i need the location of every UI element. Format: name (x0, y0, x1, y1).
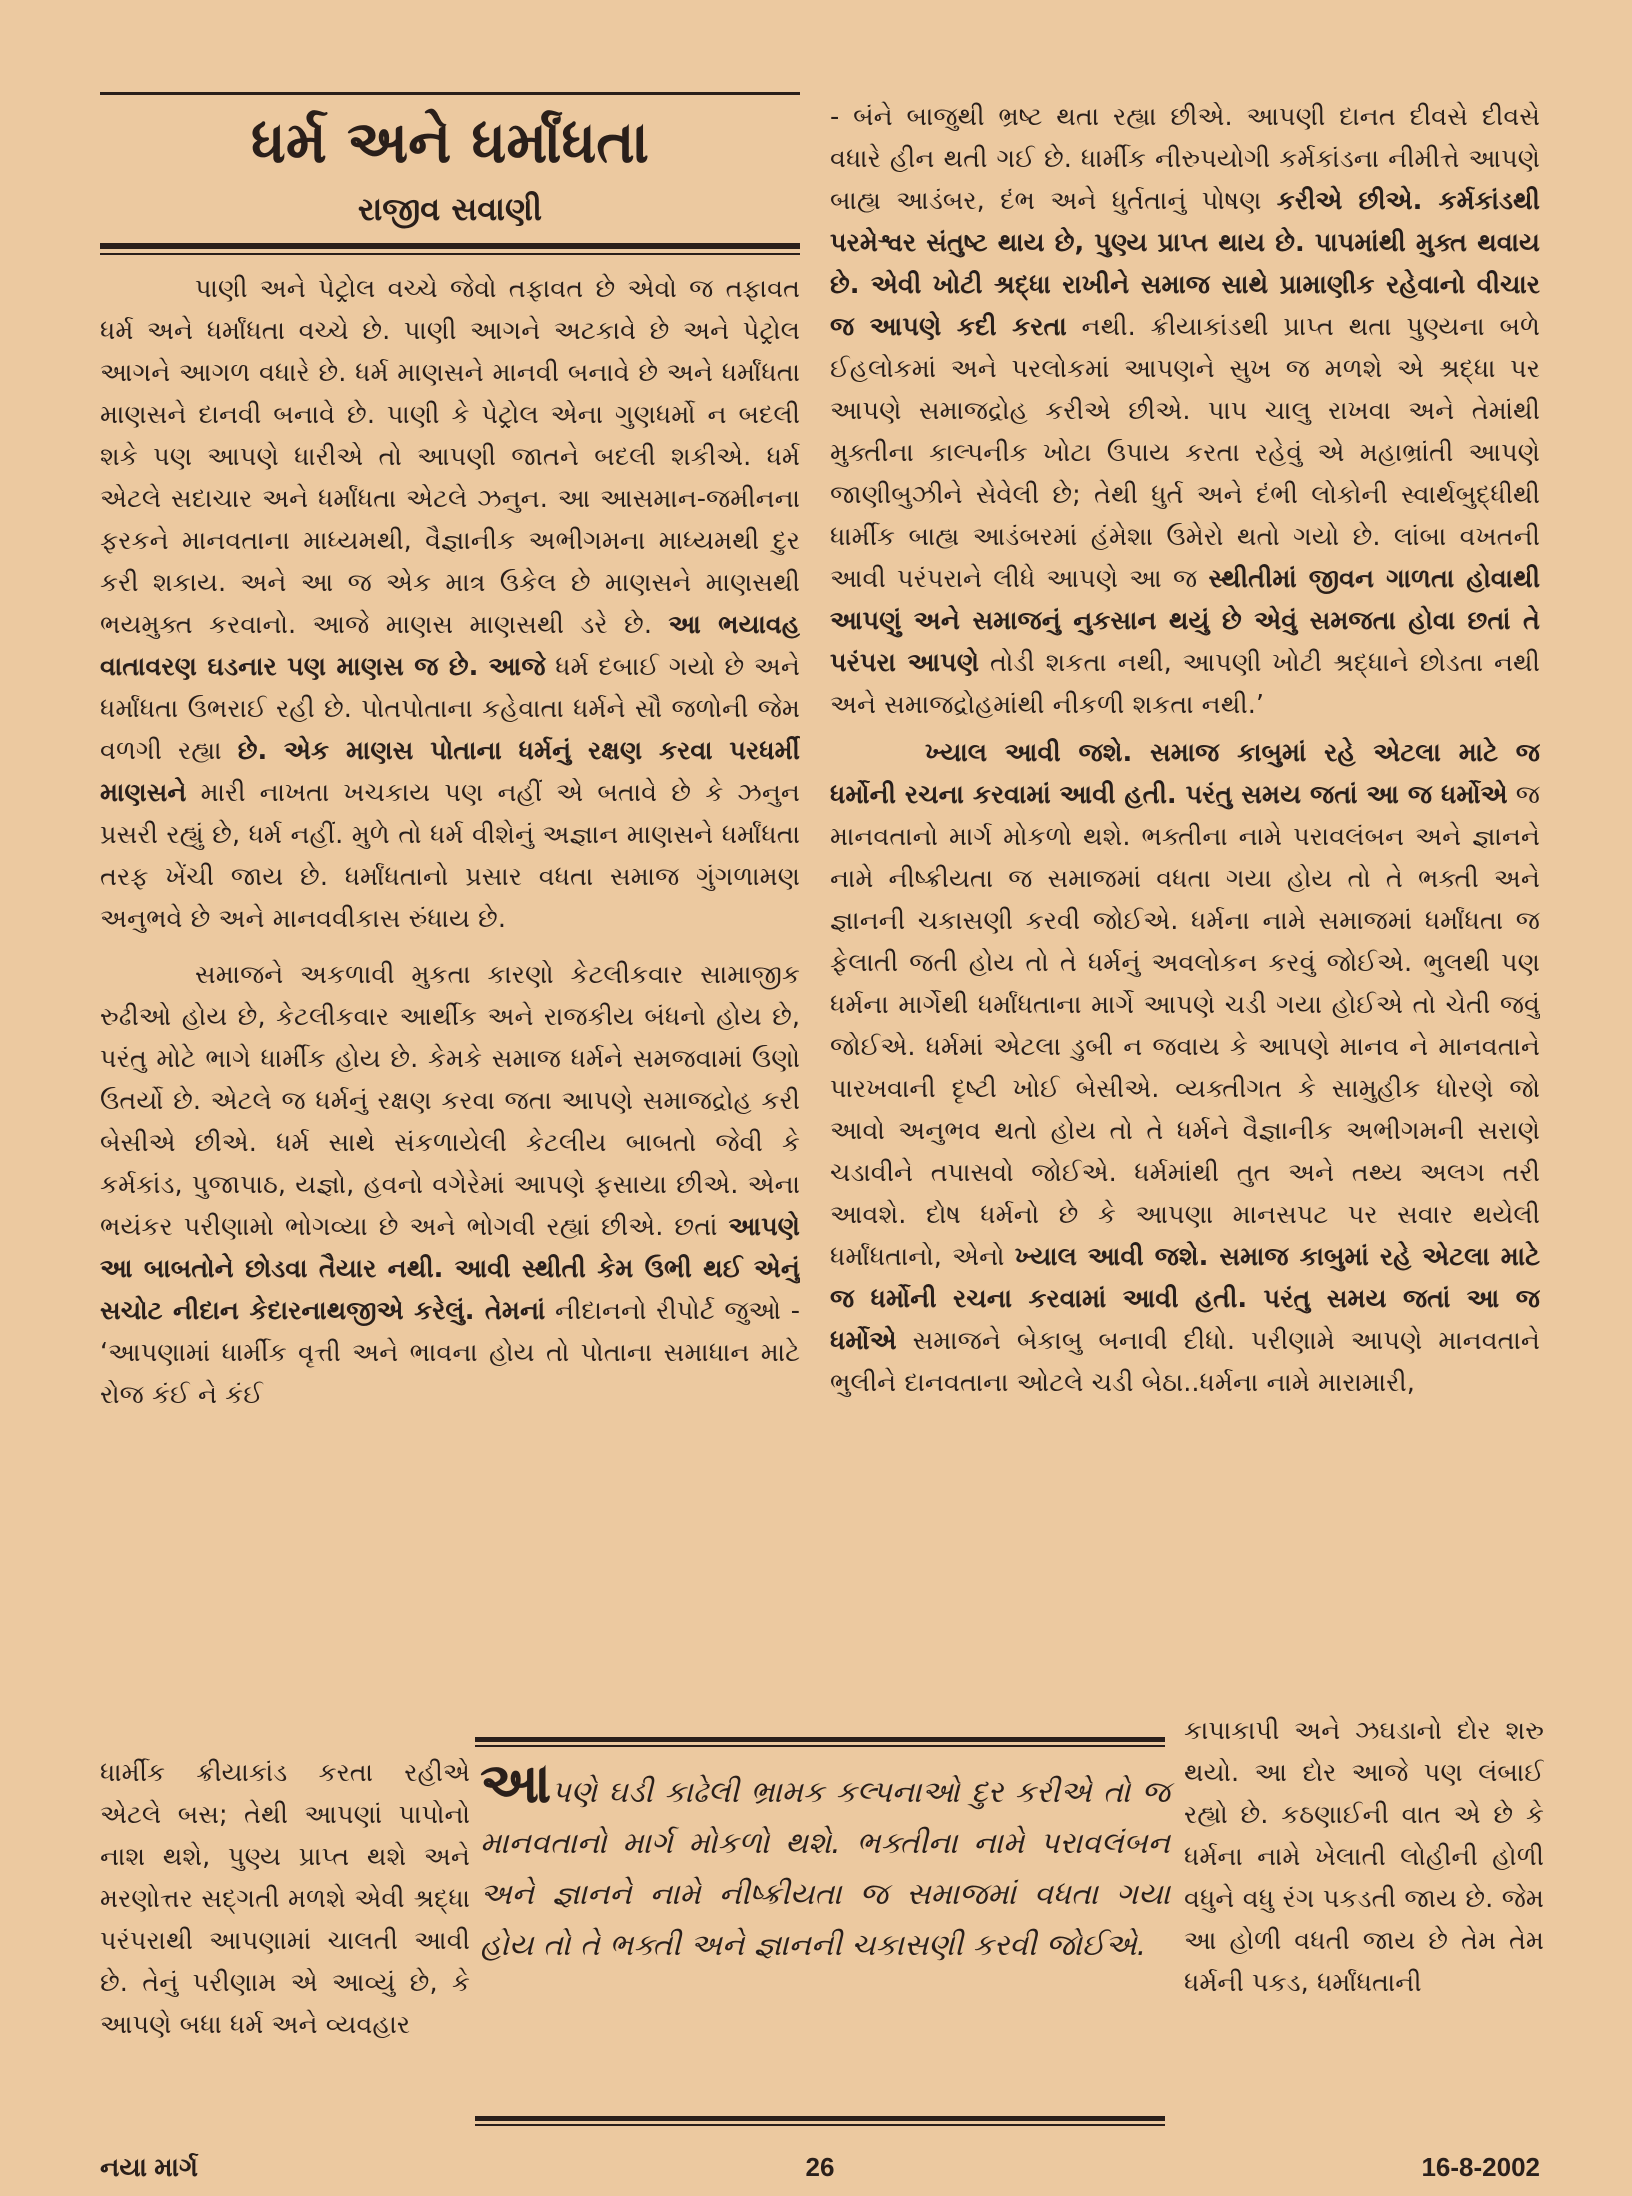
left-paragraph-1: પાણી અને પેટ્રોલ વચ્ચે જેવો તફાવત છે એવો જ તફાવત ધર્મ અને ધર્માંધતા વચ્ચે છે. પાણી આગને અટકાવે છે અને પેટ્રોલ આગને આગળ વધારે છે. ધર્મ માણસને માનવી બનાવે છે અને ધર્માંધતા માણસને દાનવી બનાવે છે. પાણી કે પેટ્રોલ એના ગુણધર્મો ન બદલી શકે પણ આપણે ધારીએ તો આપણી જાતને બદલી શકીએ. ધર્મ એટલે સદાચાર અને ધર્માંધતા એટલે ઝનુન. આ આસમાન-જમીનના ફરકને માનવતાના માધ્યમથી, વૈજ્ઞાનીક અભીગમના માધ્યમથી દુર કરી શકાય. અને આ જ એક માત્ર ઉકેલ છે માણસને માણસથી ભયમુક્ત કરવાનો. આજે માણસ માણસથી ડરે છે. આ ભયાવહ વાતાવરણ ઘડનાર પણ માણસ જ છે. આજે ધર્મ દબાઈ ગયો છે અને ધર્માંધતા ઉભરાઈ રહી છે. પોતપોતાના કહેવાતા ધર્મને સૌ જળોની જેમ વળગી રહ્યા છે. એક માણસ પોતાના ધર્મનું રક્ષણ કરવા પરધર્મી માણસને મારી નાખતા ખચકાય પણ નહીં એ બતાવે છે કે ઝનુન પ્રસરી રહ્યું છે, ધર્મ નહીં. મુળે તો ધર્મ વીશેનું અજ્ઞાન માણસને ધર્માંધતા તરફ ખેંચી જાય છે. ધર્માંધતાનો પ્રસાર વધતા સમાજ ગુંગળામણ અનુભવે છે અને માનવવીકાસ રુંધાય છે. (100, 274, 800, 934)
pull-quote-top-rule (475, 1737, 1165, 1742)
right-column (830, 96, 1540, 1746)
pull-quote-bottom-rule-thin (475, 2124, 1165, 2126)
left-column (100, 268, 800, 1748)
pull-quote (480, 1751, 1170, 1971)
title-top-rule (100, 92, 800, 95)
title-bottom-rule-thin (100, 253, 800, 255)
pull-quote-text: પણે ઘડી કાઢેલી ભ્રામક કલ્પનાઓ દુર કરીએ તો જ માનવતાનો માર્ગ મોકળો થશે. ભક્તીના નામે પરાવલંબન અને જ્ઞાનને નામે નીષ્ક્રીયતા જ સમાજમાં વધતા ગયા હોય તો તે ભક્તી અને જ્ઞાનની ચકાસણી કરવી જોઈએ. (480, 1775, 1170, 1963)
footer-date: 16-8-2002 (1421, 2152, 1540, 2182)
footer-page-number: 26 (805, 2152, 835, 2182)
left-narrow-column: ધાર્મીક ક્રીયાકાંડ કરતા રહીએ એટલે બસ; તેથી આપણાં પાપોનો નાશ થશે, પુણ્ય પ્રાપ્ત થશે અને મરણોત્તર સદ્ગતી મળશે એવી શ્રદ્ધા પરંપરાથી આપણામાં ચાલતી આવી છે. તેનું પરીણામ એ આવ્યું છે, કે આપણે બધા ધર્મ અને વ્યવહાર (100, 1758, 470, 2040)
title-bottom-rule (100, 243, 800, 249)
right-paragraph-1: - બંને બાજુથી ભ્રષ્ટ થતા રહ્યા છીએ. આપણી દાનત દીવસે દીવસે વધારે હીન થતી ગઈ છે. ધાર્મીક નીરુપયોગી કર્મકાંડના નીમીત્તે આપણે બાહ્ય આડંબર, દંભ અને ધુર્તતાનું પોષણ કરીએ છીએ. કર્મકાંડથી પરમેશ્વર સંતુષ્ટ થાય છે, પુણ્ય પ્રાપ્ત થાય છે. પાપમાંથી મુક્ત થવાય છે. એવી ખોટી શ્રદ્ધા રાખીને સમાજ સાથે પ્રામાણીક રહેવાનો વીચાર જ આપણે કદી કરતા નથી. ક્રીયાકાંડથી પ્રાપ્ત થતા પુણ્યના બળે ઈહલોકમાં અને પરલોકમાં આપણને સુખ જ મળશે એ શ્રદ્ધા પર આપણે સમાજદ્રોહ કરીએ છીએ. પાપ ચાલુ રાખવા અને તેમાંથી મુક્તીના કાલ્પનીક ખોટા ઉપાય કરતા રહેવું એ મહાભ્રાંતી આપણે જાણીબુઝીને સેવેલી છે; તેથી ધુર્ત અને દંભી લોકોની સ્વાર્થબુદ્ધીથી ધાર્મીક બાહ્ય આડંબરમાં હંમેશા ઉમેરો થતો ગયો છે. લાંબા વખતની આવી પરંપરાને લીધે આપણે આ જ સ્થીતીમાં જીવન ગાળતા હોવાથી આપણું અને સમાજનું નુકસાન થયું છે એવું સમજતા હોવા છતાં તે પરંપરા આપણે તોડી શકતા નથી, આપણી ખોટી શ્રદ્ધાને છોડતા નથી અને સમાજદ્રોહમાંથી નીકળી શકતા નથી.’ (830, 102, 1540, 720)
pull-quote-bottom-rule (475, 2116, 1165, 2121)
article-title: ધર્મ અને ધર્માંધતા (251, 108, 649, 176)
right-paragraph-2: ખ્યાલ આવી જશે. સમાજ કાબુમાં રહે એટલા માટે જ ધર્મોની રચના કરવામાં આવી હતી. પરંતુ સમય જતાં આ જ ધર્મોએ જ માનવતાનો માર્ગ મોકળો થશે. ભક્તીના નામે પરાવલંબન અને જ્ઞાનને નામે નીષ્ક્રીયતા જ સમાજમાં વધતા ગયા હોય તો તે ભક્તી અને જ્ઞાનની ચકાસણી કરવી જોઈએ. ધર્મના નામે સમાજમાં ધર્માંધતા જ ફેલાતી જતી હોય તો તે ધર્મનું અવલોકન કરવું જોઈએ. ભુલથી પણ ધર્મના માર્ગેથી ધર્માંધતાના માર્ગે આપણે ચડી ગયા હોઈએ તો ચેતી જવું જોઈએ. ધર્મમાં એટલા ડુબી ન જવાય કે આપણે માનવ ને માનવતાને પારખવાની દૃષ્ટી ખોઈ બેસીએ. વ્યક્તીગત કે સામુહીક ધોરણે જો આવો અનુભવ થતો હોય તો તે ધર્મને વૈજ્ઞાનીક અભીગમની સરાણે ચડાવીને તપાસવો જોઈએ. ધર્મમાંથી તુત અને તથ્ય અલગ તરી આવશે. દોષ ધર્મનો છે કે આપણા માનસપટ પર સવાર થયેલી ધર્માંધતાનો, એનો ખ્યાલ આવી જશે. સમાજ કાબુમાં રહે એટલા માટે જ ધર્મોની રચના કરવામાં આવી હતી. પરંતુ સમય જતાં આ જ ધર્મોએ સમાજને બેકાબુ બનાવી દીધો. પરીણામે આપણે માનવતાને ભુલીને દાનવતાના ઓટલે ચડી બેઠા..ધર્મના નામે મારામારી, (830, 738, 1540, 1398)
footer-publication: નયા માર્ગ (100, 2152, 198, 2182)
article-author: રાજીવ સવાણી (357, 190, 543, 228)
left-paragraph-2: સમાજને અકળાવી મુકતા કારણો કેટલીકવાર સામાજીક રુઢીઓ હોય છે, કેટલીકવાર આર્થીક અને રાજકીય બંધનો હોય છે, પરંતુ મોટે ભાગે ધાર્મીક હોય છે. કેમકે સમાજ ધર્મને સમજવામાં ઉણો ઉતર્યો છે. એટલે જ ધર્મનું રક્ષણ કરવા જતા આપણે સમાજદ્રોહ કરી બેસીએ છીએ. ધર્મ સાથે સંકળાયેલી કેટલીય બાબતો જેવી કે કર્મકાંડ, પુજાપાઠ, યજ્ઞો, હવનો વગેરેમાં આપણે ફસાયા છીએ. એના ભયંકર પરીણામો ભોગવ્યા છે અને ભોગવી રહ્યાં છીએ. છતાં આપણે આ બાબતોને છોડવા તૈયાર નથી. આવી સ્થીતી કેમ ઉભી થઈ એનું સચોટ નીદાન કેદારનાથજીએ કરેલું. તેમનાં નીદાનનો રીપોર્ટ જુઓ - ‘આપણામાં ધાર્મીક વૃત્તી અને ભાવના હોય તો પોતાના સમાધાન માટે રોજ કંઈ ને કંઈ (100, 960, 800, 1410)
right-narrow-column: કાપાકાપી અને ઝઘડાનો દોર શરુ થયો. આ દોર આજે પણ લંબાઈ રહ્યો છે. કઠણાઈની વાત એ છે કે ધર્મના નામે ખેલાતી લોહીની હોળી વધુને વધુ રંગ પકડતી જાય છે. જેમ આ હોળી વધતી જાય છે તેમ તેમ ધર્મની પકડ, ધર્માંધતાની (1184, 1716, 1544, 1998)
pull-quote-top-rule-thin (475, 1745, 1165, 1747)
pull-quote-drop-letter: આ (480, 1751, 552, 1816)
